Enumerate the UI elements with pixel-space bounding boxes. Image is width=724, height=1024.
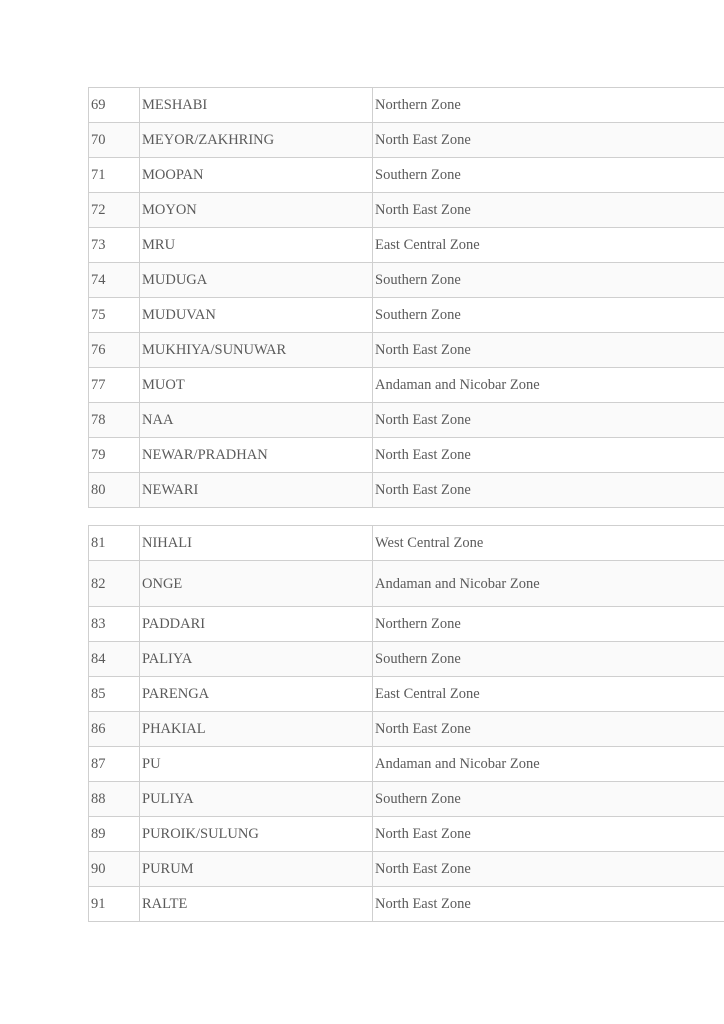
table-row xyxy=(89,526,724,561)
row-number: 86 xyxy=(89,712,140,747)
language-name: MEYOR/ZAKHRING xyxy=(140,123,373,158)
zone-name: West Central Zone xyxy=(373,526,724,561)
table-row xyxy=(89,677,724,712)
language-name: NAA xyxy=(140,403,373,438)
zone-name: Southern Zone xyxy=(373,642,724,677)
language-name: MRU xyxy=(140,228,373,263)
row-number: 82 xyxy=(89,561,140,607)
zone-name: Southern Zone xyxy=(373,158,724,193)
language-name: MUDUGA xyxy=(140,263,373,298)
language-name: NEWARI xyxy=(140,473,373,508)
language-name: PARENGA xyxy=(140,677,373,712)
table-row xyxy=(89,88,724,123)
row-number: 75 xyxy=(89,298,140,333)
table-row xyxy=(89,438,724,473)
zone-name: North East Zone xyxy=(373,712,724,747)
zone-name: North East Zone xyxy=(373,473,724,508)
zone-name: East Central Zone xyxy=(373,228,724,263)
zone-name: North East Zone xyxy=(373,403,724,438)
language-name: MOOPAN xyxy=(140,158,373,193)
row-number: 91 xyxy=(89,887,140,922)
table-row xyxy=(89,712,724,747)
zone-name: East Central Zone xyxy=(373,677,724,712)
row-number: 88 xyxy=(89,782,140,817)
table-row xyxy=(89,852,724,887)
table-row xyxy=(89,263,724,298)
language-name: RALTE xyxy=(140,887,373,922)
table-row xyxy=(89,747,724,782)
zone-name: Southern Zone xyxy=(373,298,724,333)
table-row xyxy=(89,298,724,333)
language-name: MESHABI xyxy=(140,88,373,123)
zone-name: Andaman and Nicobar Zone xyxy=(373,747,724,782)
table-row xyxy=(89,817,724,852)
language-name: NEWAR/PRADHAN xyxy=(140,438,373,473)
table-row xyxy=(89,607,724,642)
zone-name: North East Zone xyxy=(373,193,724,228)
language-name: PADDARI xyxy=(140,607,373,642)
table-row xyxy=(89,642,724,677)
row-number: 71 xyxy=(89,158,140,193)
row-number: 76 xyxy=(89,333,140,368)
table-row xyxy=(89,228,724,263)
language-name: PALIYA xyxy=(140,642,373,677)
language-name: ONGE xyxy=(140,561,373,607)
row-number: 89 xyxy=(89,817,140,852)
language-name: NIHALI xyxy=(140,526,373,561)
zone-name: North East Zone xyxy=(373,333,724,368)
language-name: MUKHIYA/SUNUWAR xyxy=(140,333,373,368)
table-row xyxy=(89,473,724,508)
table-row xyxy=(89,403,724,438)
table-row xyxy=(89,368,724,403)
row-number: 79 xyxy=(89,438,140,473)
zone-name: Northern Zone xyxy=(373,88,724,123)
zone-name: Andaman and Nicobar Zone xyxy=(373,368,724,403)
row-number: 80 xyxy=(89,473,140,508)
table-row xyxy=(89,887,724,922)
row-number: 78 xyxy=(89,403,140,438)
row-number: 90 xyxy=(89,852,140,887)
language-table-1 xyxy=(88,87,724,508)
table-row xyxy=(89,561,724,607)
zone-name: North East Zone xyxy=(373,817,724,852)
row-number: 83 xyxy=(89,607,140,642)
document-page xyxy=(88,0,724,1024)
zone-name: Northern Zone xyxy=(373,607,724,642)
language-name: MUDUVAN xyxy=(140,298,373,333)
language-name: PUROIK/SULUNG xyxy=(140,817,373,852)
language-name: MOYON xyxy=(140,193,373,228)
table-row xyxy=(89,158,724,193)
row-number: 70 xyxy=(89,123,140,158)
zone-name: North East Zone xyxy=(373,123,724,158)
zone-name: Southern Zone xyxy=(373,263,724,298)
language-name: MUOT xyxy=(140,368,373,403)
language-name: PHAKIAL xyxy=(140,712,373,747)
language-name: PU xyxy=(140,747,373,782)
table-row xyxy=(89,193,724,228)
row-number: 69 xyxy=(89,88,140,123)
zone-name: Southern Zone xyxy=(373,782,724,817)
language-name: PULIYA xyxy=(140,782,373,817)
row-number: 87 xyxy=(89,747,140,782)
row-number: 72 xyxy=(89,193,140,228)
table-row xyxy=(89,782,724,817)
language-name: PURUM xyxy=(140,852,373,887)
table-row xyxy=(89,333,724,368)
zone-name: North East Zone xyxy=(373,438,724,473)
row-number: 77 xyxy=(89,368,140,403)
row-number: 85 xyxy=(89,677,140,712)
zone-name: Andaman and Nicobar Zone xyxy=(373,561,724,607)
zone-name: North East Zone xyxy=(373,852,724,887)
table-row xyxy=(89,123,724,158)
row-number: 73 xyxy=(89,228,140,263)
row-number: 84 xyxy=(89,642,140,677)
row-number: 74 xyxy=(89,263,140,298)
language-table-2 xyxy=(88,525,724,922)
row-number: 81 xyxy=(89,526,140,561)
zone-name: North East Zone xyxy=(373,887,724,922)
